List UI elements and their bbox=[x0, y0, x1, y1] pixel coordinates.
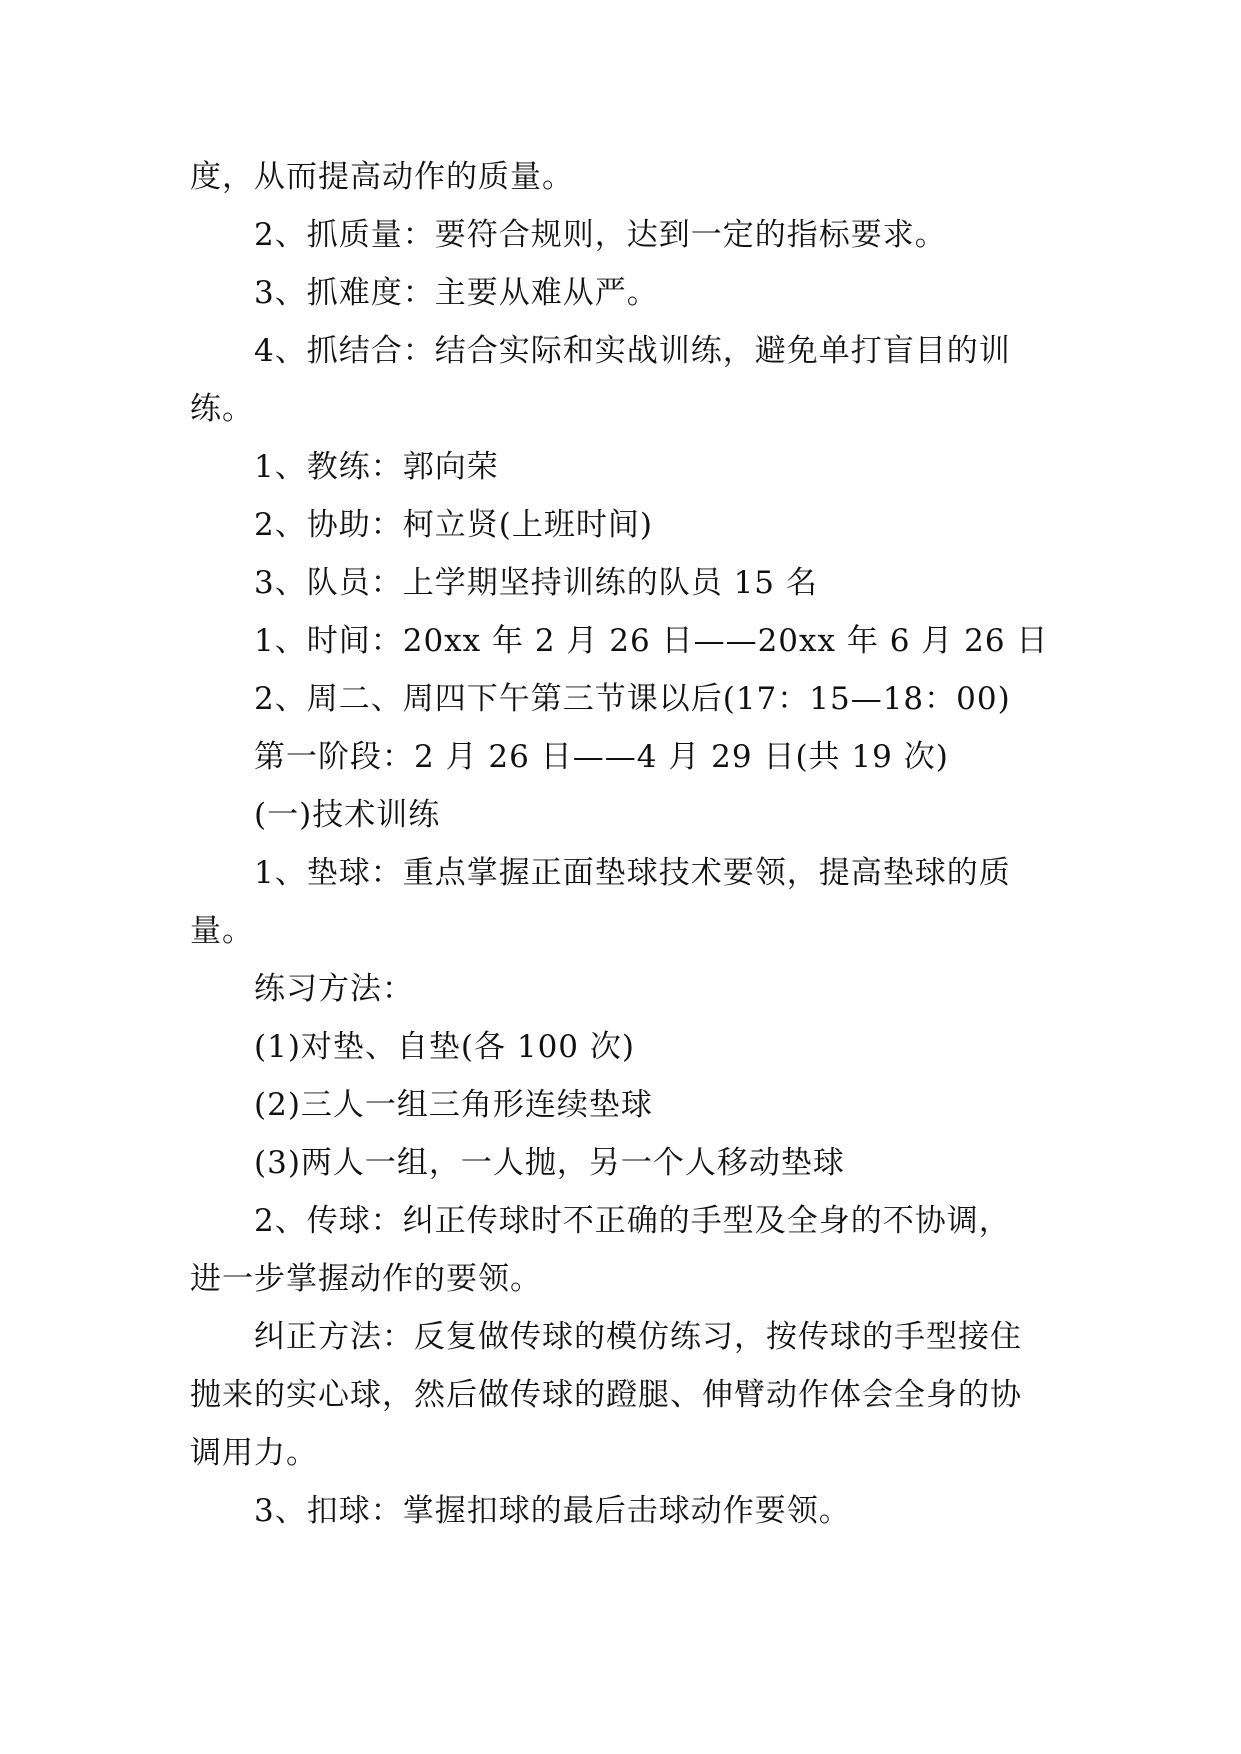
text-line: 度，从而提高动作的质量。 bbox=[190, 159, 574, 195]
text-line: 调用力。 bbox=[190, 1435, 318, 1471]
text-line: (1)对垫、自垫(各 100 次) bbox=[254, 1029, 635, 1065]
text-line: 2、协助：柯立贤(上班时间) bbox=[254, 507, 653, 543]
text-line: 3、队员：上学期坚持训练的队员 15 名 bbox=[254, 565, 818, 601]
text-line: 3、扣球：掌握扣球的最后击球动作要领。 bbox=[254, 1493, 851, 1529]
text-line: 1、教练：郭向荣 bbox=[254, 449, 499, 485]
text-line: 1、垫球：重点掌握正面垫球技术要领，提高垫球的质 bbox=[254, 855, 1011, 891]
text-line: 2、传球：纠正传球时不正确的手型及全身的不协调， bbox=[254, 1203, 1011, 1239]
text-line: 1、时间：20xx 年 2 月 26 日——20xx 年 6 月 26 日 bbox=[254, 623, 1049, 659]
text-line: (2)三人一组三角形连续垫球 bbox=[254, 1087, 653, 1123]
document-page bbox=[190, 148, 1050, 1540]
text-line: 3、抓难度：主要从难从严。 bbox=[254, 275, 659, 311]
text-line: 练。 bbox=[190, 391, 254, 427]
text-line: 2、周二、周四下午第三节课以后(17：15—18：00) bbox=[254, 681, 1011, 717]
text-line: (一)技术训练 bbox=[254, 797, 441, 833]
text-line: 量。 bbox=[190, 913, 254, 949]
text-line: 纠正方法：反复做传球的模仿练习，按传球的手型接住 bbox=[254, 1319, 1022, 1355]
text-line: 第一阶段：2 月 26 日——4 月 29 日(共 19 次) bbox=[254, 739, 949, 775]
text-line: 抛来的实心球，然后做传球的蹬腿、伸臂动作体会全身的协 bbox=[190, 1377, 1022, 1413]
text-line: 2、抓质量：要符合规则，达到一定的指标要求。 bbox=[254, 217, 947, 253]
text-line: 进一步掌握动作的要领。 bbox=[190, 1261, 542, 1297]
text-line: (3)两人一组，一人抛，另一个人移动垫球 bbox=[254, 1145, 845, 1181]
text-line: 练习方法： bbox=[254, 971, 414, 1007]
text-line: 4、抓结合：结合实际和实战训练，避免单打盲目的训 bbox=[254, 333, 1011, 369]
